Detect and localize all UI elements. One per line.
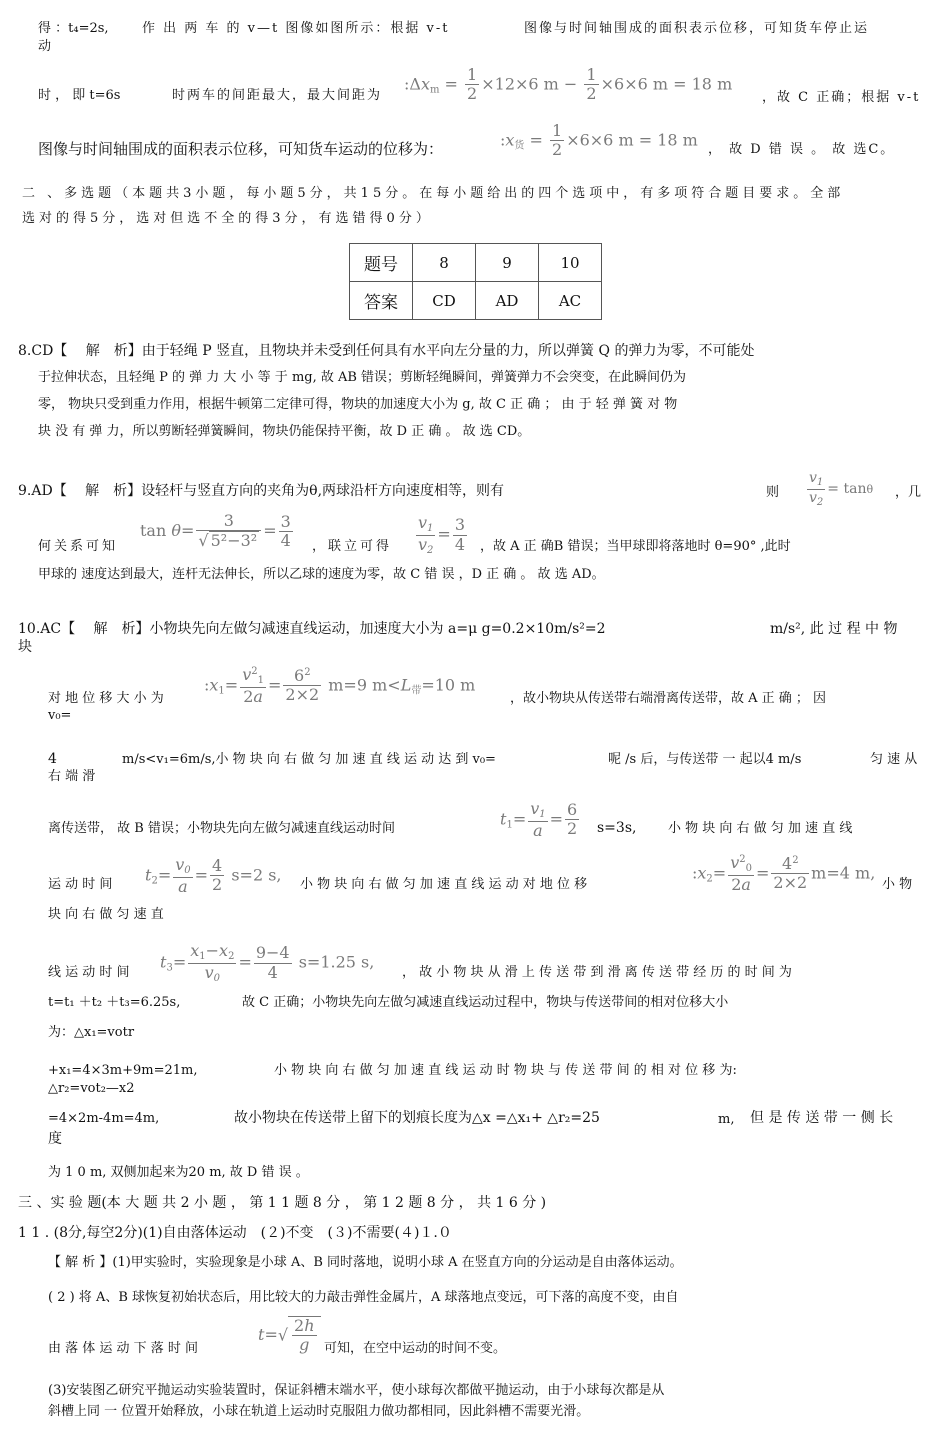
q10-line4a: 离传送带， 故 B 错误；小物块先向左做匀减速直线运动时间 [48, 821, 395, 836]
q9-line2b: ，联立可得 [312, 539, 393, 554]
answer-table [349, 243, 602, 320]
formula-t2: $t_2=$ $\frac{v_0}{a}$ = $\frac{4}{2}$ s=2 s, [145, 855, 282, 896]
q10-line2c: v₀= [48, 708, 72, 723]
q8-line1: 8.CD【 解 析】由于轻绳 P 竖直，且物块并未受到任何具有水平向左分量的力，所以弹簧 Q 的弹力为零，不可能处 [18, 343, 755, 359]
formula-x1: $:x_1=$ $\frac{v^2_1}{2a}$ = $\frac{6^2}{2\times 2}$ m=9 $m<L_带=10$ m [204, 665, 476, 706]
sec1-line3b: ， 故 D 错 误 。 故 选C。 [708, 142, 896, 157]
formula-fall-time: t=√ $\frac{2h}{g}$ [258, 1316, 321, 1355]
q9-line3: 甲球的 速度达到最大，连杆无法伸长，所以乙球的速度为零，故 C 错 误 ，D 正 确 。 故 选 AD。 [38, 567, 605, 582]
sec1-line2c: ，故 C 正确；根据 v-t [762, 90, 921, 105]
q11-analysis-p4: (3)安装图乙研究平抛运动实验装置时，保证斜槽末端水平，使小球每次都做平抛运动，由于小球每次都是从 [48, 1383, 665, 1398]
q8-line2: 于拉伸状态，且轻绳 P 的 弹 力 大 小 等 于 mg, 故 AB 错误；剪断轻绳瞬间，弹簧弹力不会突变，在此瞬间仍为 [38, 370, 687, 385]
q11-analysis-p3b: 可知，在空中运动的时间不变。 [324, 1341, 507, 1356]
sec1-line1b: 作 出 两 车 的 v—t 图像如图所示：根据 v-t [142, 21, 450, 36]
table-cell: CD [413, 282, 476, 320]
q8-line3: 零， 物块只受到重力作用，根据牛顿第二定律可得，物块的加速度大小为 g, 故 C 正 确 ； 由 于 轻 弹 簧 对 物 [38, 397, 678, 412]
table-header-label: 题号 [350, 244, 413, 282]
q10-line10e: 度 [48, 1131, 62, 1147]
table-cell: 8 [413, 244, 476, 282]
q10-line2a: 对 地 位 移 大 小 为 [48, 691, 164, 706]
section-3-title: 三 、实 验 题(本 大 题 共 2 小 题 ， 第 1 1 题 8 分 ， 第 1 2 题 8 分 ， 共 1 6 分 ) [18, 1195, 547, 1211]
formula-tan-theta: tan θ= $\frac{3}{\text{√ 5²−3²}}$ = $\frac{3}{4}$ [140, 511, 291, 551]
q10-line1b: m/s², 此 过 程 中 物 [770, 621, 898, 637]
q10-line3b: m/s<v₁=6m/s,小 物 块 向 右 做 匀 加 速 直 线 运 动 达 到 v₀= [122, 752, 496, 767]
q10-line5a: 运 动 时 间 [48, 877, 113, 892]
q9-line1c: ，几 [895, 485, 922, 500]
q10-line1c: 块 [18, 639, 32, 655]
q10-line10c: m, [718, 1112, 735, 1127]
q10-line2b: ，故小物块从传送带右端滑离传送带，故 A 正 确 ； 因 [510, 691, 827, 706]
sec1-line2b: 时两车的间距最大，最大间距为 [172, 88, 383, 103]
q11-analysis-p1: 【 解 析 】(1)甲实验时，实验现象是小球 A、B 同时落地，说明小球 A 在竖直方向的分运动是自由落体运动。 [48, 1255, 683, 1270]
q9-line1: 9.AD【 解 析】设轻杆与竖直方向的夹角为θ,两球沿杆方向速度相等，则有 [18, 483, 505, 499]
formula-t3: $t_3=$ $\frac{x_1-x_2}{v_0}$ = $\frac{9-4}{4}$ s=1.25 s, [160, 941, 375, 984]
q10-line3c: 呢 /s 后，与传送带 一 起以4 m/s [608, 752, 802, 767]
sec1-line1d: 动 [38, 39, 52, 54]
q10-line4b: s=3s, [597, 820, 637, 836]
q10-line1a: 10.AC【 解 析】小物块先向左做匀减速直线运动，加速度大小为 a=μ g=0.2×10m/s²=2 [18, 621, 606, 637]
sec1-line1a: 得 ：t₄=2s, [38, 21, 109, 36]
q10-line3d: 匀 速 从 [870, 752, 918, 767]
q10-line3e: 右 端 滑 [48, 769, 96, 784]
sec1-line3a: 图像与时间轴围成的面积表示位移，可知货车运动的位移为： [38, 140, 444, 158]
table-cell: 10 [539, 244, 602, 282]
formula-velocity-ratio-value: $\frac{v_1}{v_2}$ = $\frac{3}{4}$ [418, 513, 466, 556]
q11-analysis-p5: 斜槽上同 一 位置开始释放，小球在轨道上运动时克服阻力做功都相同，因此斜槽不需要光滑。 [48, 1404, 590, 1419]
table-cell: AD [476, 282, 539, 320]
q10-line9b: 小 物 块 向 右 做 匀 加 速 直 线 运 动 时 物 块 与 传 送 带 间 的 相 对 位 移 为: [274, 1063, 737, 1078]
q10-line5c: 小 物 [882, 877, 913, 892]
q10-line7b: 故 C 正确；小物块先向左做匀减速直线运动过程中，物块与传送带间的相对位移大小 [242, 995, 729, 1010]
table-answer-label: 答案 [350, 282, 413, 320]
q10-line8: 为：△x₁=votr [48, 1025, 135, 1040]
q11-analysis-p3a: 由 落 体 运 动 下 落 时 间 [48, 1341, 199, 1356]
q9-line1b: 则 [766, 485, 780, 500]
section-2-title: 二 、多选题（本题共3小题，每小题5分，共15分。在每小题给出的四个选项中，有多项符合题目要求。全部 [22, 186, 845, 201]
q9-line2c: ，故 A 正 确B 错误；当甲球即将落地时 θ=90° ,此时 [480, 539, 791, 554]
q10-line5d: 块 向 右 做 匀 速 直 [48, 907, 164, 922]
q10-line5b: 小 物 块 向 右 做 匀 加 速 直 线 运 动 对 地 位 移 [300, 877, 588, 892]
sec1-line2a: 时 ， 即 t=6s [38, 88, 121, 103]
q9-line2a: 何关系可知 [38, 539, 119, 554]
formula-truck-displacement: $:x_货$ = $\frac{1}{2}$ ×6×6 m = 18 m [500, 121, 698, 160]
q11-answers: 1 1 . (8分,每空2分)(1)自由落体运动 (２)不变 (３)不需要(４)１.０ [18, 1225, 452, 1241]
section-2-title-line2: 选对的得5分，选对但选不全的得3分，有选错得0分） [22, 211, 433, 226]
q10-line10d: 但 是 传 送 带 一 侧 长 [750, 1110, 894, 1126]
q10-line6a: 线 运 动 时 间 [48, 965, 130, 980]
formula-t1: $t_1=$ $\frac{v_1}{a}$ = $\frac{6}{2}$ [500, 799, 578, 840]
q10-line7a: t=t₁ ＋t₂ ＋t₃=6.25s, [48, 995, 181, 1010]
table-row [350, 282, 602, 320]
table-cell: 9 [476, 244, 539, 282]
q11-analysis-p2: ( 2 ) 将 A、B 球恢复初始状态后，用比较大的力敲击弹性金属片，A 球落地点变远，可下落的高度不变，由自 [48, 1290, 679, 1305]
formula-x2: $:x_2=$ $\frac{v^2_0}{2a}$ = $\frac{4^2}{2\times 2}$ m=4 m, [692, 853, 876, 894]
formula-velocity-ratio: $\frac{v_1}{v_2}$ = tanθ [809, 470, 874, 508]
table-row [350, 244, 602, 282]
q10-line9c: △r₂=vot₂—x2 [48, 1081, 135, 1096]
q10-line6b: ， 故 小 物 块 从 滑 上 传 送 带 到 滑 离 传 送 带 经 历 的 时 间 为 [402, 965, 792, 980]
sec1-line1c: 图像与时间轴围成的面积表示位移，可知货车停止运 [524, 21, 870, 36]
formula-max-distance: $:\Delta x_m$ = $\frac{1}{2}$ ×12×6 m − $\frac{1}{2}$ ×6×6 m = 18 m [404, 65, 733, 104]
q10-line10a: =4×2m-4m=4m, [48, 1111, 160, 1126]
q10-line11: 为 1 0 m, 双侧加起来为20 m, 故 D 错 误 。 [48, 1165, 309, 1180]
q8-line4: 块 没 有 弹 力，所以剪断轻弹簧瞬间，物块仍能保持平衡，故 D 正 确 。 故 选 CD。 [38, 424, 531, 439]
q10-line9a: +x₁=4×3m+9m=21m, [48, 1063, 198, 1078]
q10-line3a: 4 [48, 751, 57, 767]
q10-line10b: 故小物块在传送带上留下的划痕长度为△x =△x₁+ △r₂=25 [234, 1110, 600, 1126]
table-cell: AC [539, 282, 602, 320]
q10-line4c: 小 物 块 向 右 做 匀 加 速 直 线 [668, 821, 853, 836]
